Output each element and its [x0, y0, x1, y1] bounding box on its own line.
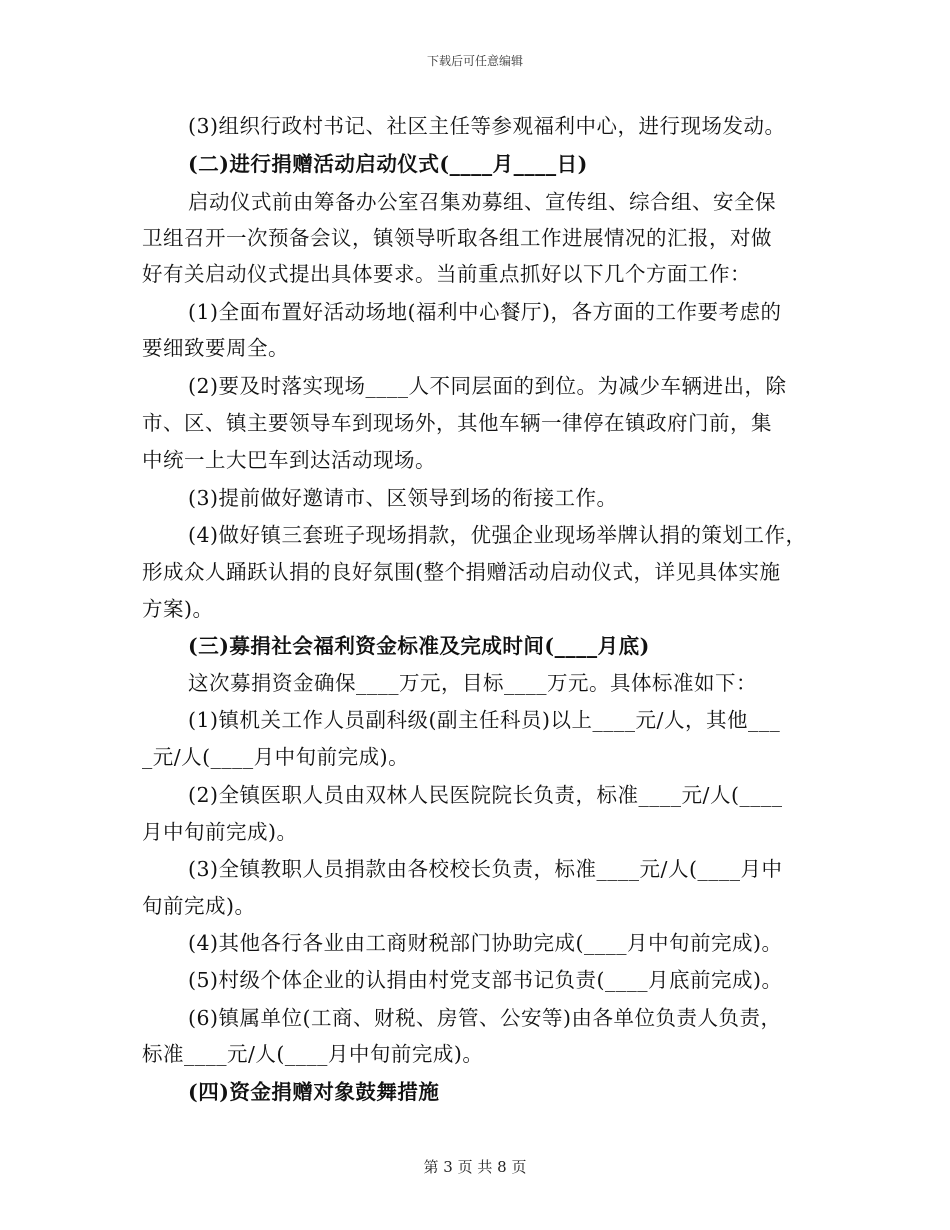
- paragraph-line: (5)村级个体企业的认捐由村党支部书记负责(____月底前完成)。: [188, 968, 783, 992]
- paragraph-line: 启动仪式前由筹备办公室召集劝募组、宣传组、综合组、安全保: [188, 190, 776, 214]
- section-heading: (四)资金捐赠对象鼓舞措施: [188, 1080, 440, 1104]
- paragraph-line: 好有关启动仪式提出具体要求。当前重点抓好以下几个方面工作：: [142, 262, 751, 286]
- paragraph-line: 形成众人踊跃认捐的良好氛围(整个捐赠活动启动仪式，详见具体实施: [142, 560, 781, 584]
- page-header: 下载后可任意编辑: [426, 54, 523, 68]
- paragraph-line: 这次募捐资金确保____万元，目标____万元。具体标准如下：: [188, 671, 757, 695]
- paragraph-line: (1)镇机关工作人员副科级(副主任科员)以上____元/人，其他___: [188, 708, 781, 732]
- paragraph-line: 卫组召开一次预备会议，镇领导听取各组工作进展情况的汇报，对做: [142, 226, 772, 250]
- paragraph-line: 月中旬前完成)。: [142, 820, 298, 844]
- paragraph-line: 标准____元/人(____月中旬前完成)。: [142, 1042, 484, 1066]
- paragraph-line: (6)镇属单位(工商、财税、房管、公安等)由各单位负责人负责，: [188, 1006, 782, 1030]
- paragraph-line: 方案)。: [142, 597, 214, 621]
- paragraph-line: (4)其他各行各业由工商财税部门协助完成(____月中旬前完成)。: [188, 931, 783, 955]
- section-heading: (二)进行捐赠活动启动仪式(____月____日): [188, 152, 588, 176]
- section-heading: (三)募捐社会福利资金标准及完成时间(____月底): [188, 634, 650, 658]
- paragraph-line: (4)做好镇三套班子现场捐款，优强企业现场举牌认捐的策划工作，: [188, 523, 807, 547]
- paragraph-line: 市、区、镇主要领导车到现场外，其他车辆一律停在镇政府门前，集: [142, 411, 772, 435]
- paragraph-line: (3)组织行政村书记、社区主任等参观福利中心，进行现场发动。: [188, 114, 786, 138]
- paragraph-line: (3)提前做好邀请市、区领导到场的衔接工作。: [188, 486, 618, 510]
- page-footer: 第 3 页 共 8 页: [423, 1158, 527, 1176]
- paragraph-line: (2)要及时落实现场____人不同层面的到位。为减少车辆进出，除: [188, 374, 787, 398]
- paragraph-line: 旬前完成)。: [142, 894, 256, 918]
- paragraph-line: (2)全镇医职人员由双林人民医院院长负责，标准____元/人(____: [188, 783, 783, 807]
- paragraph-line: (3)全镇教职人员捐款由各校校长负责，标准____元/人(____月中: [188, 857, 783, 881]
- paragraph-line: _元/人(____月中旬前完成)。: [142, 745, 410, 769]
- paragraph-line: 中统一上大巴车到达活动现场。: [142, 448, 436, 472]
- paragraph-line: 要细致要周全。: [142, 336, 289, 360]
- paragraph-line: (1)全面布置好活动场地(福利中心餐厅)，各方面的工作要考虑的: [188, 300, 782, 324]
